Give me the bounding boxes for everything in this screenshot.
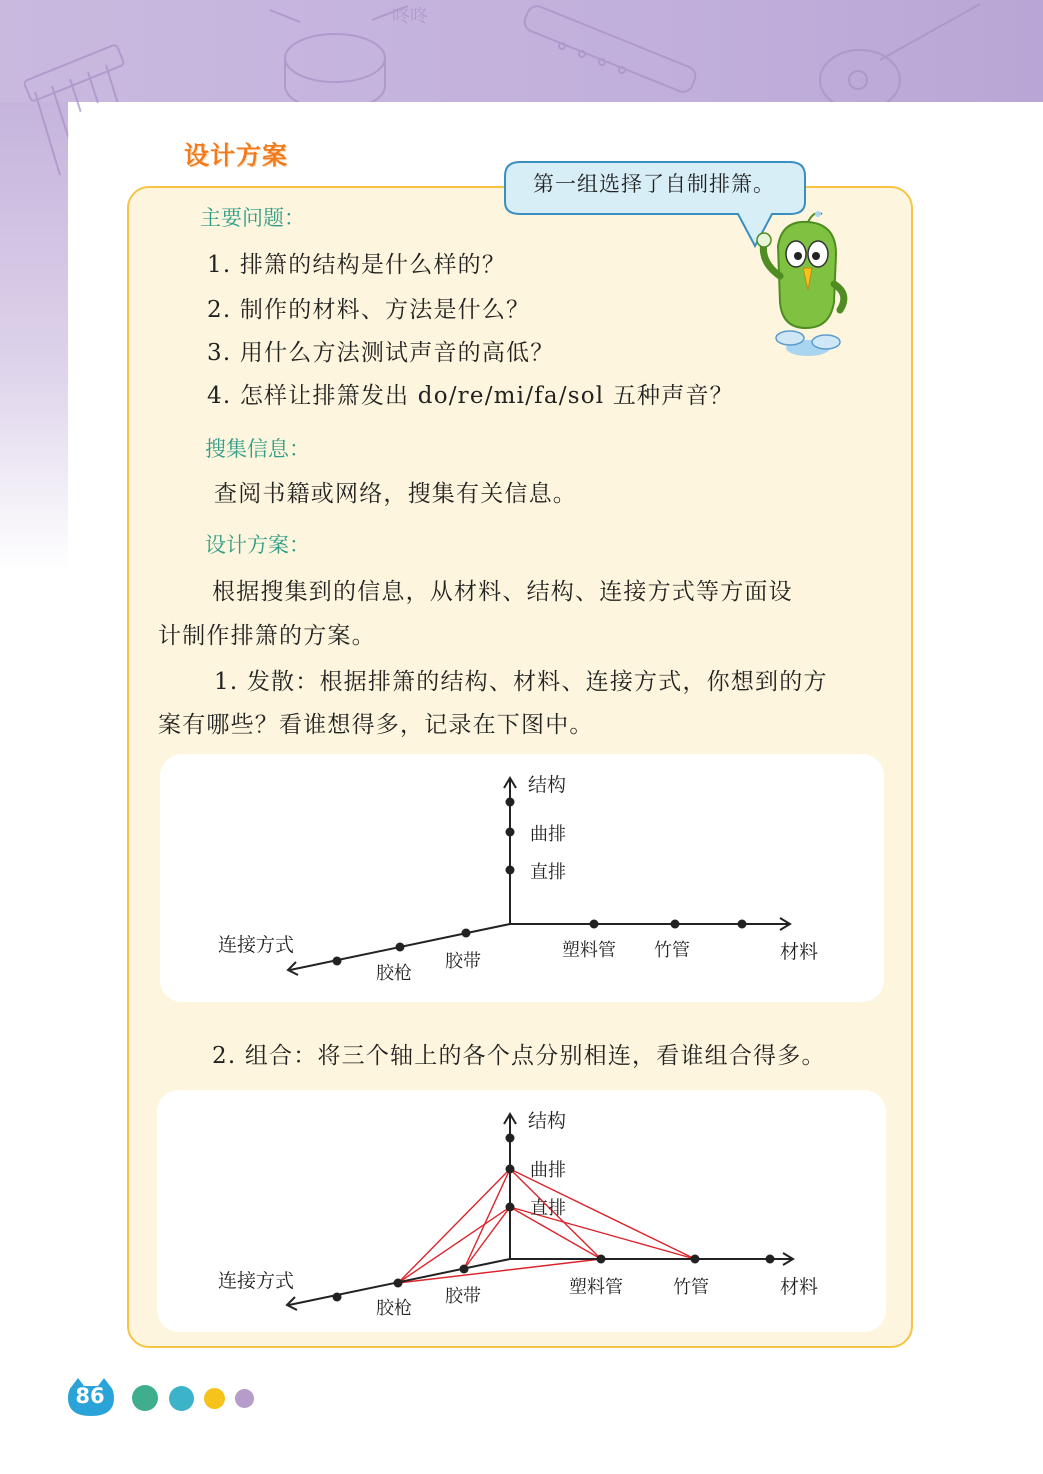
design-intro-line2: 计制作排箫的方案。 xyxy=(158,623,376,649)
connection-point-extra xyxy=(333,957,342,966)
structure-point-extra xyxy=(506,798,515,807)
material-axis-label: 材料 xyxy=(780,941,819,963)
question-4: 4. 怎样让排箫发出 do/re/mi/fa/sol 五种声音？ xyxy=(207,383,734,409)
material-point-extra xyxy=(766,1255,775,1264)
structure-point-zhipai xyxy=(506,866,515,875)
combination-links xyxy=(398,1169,695,1283)
material-point-extra xyxy=(738,920,747,929)
connection-label-gun: 胶枪 xyxy=(376,1298,412,1319)
question-2: 2. 制作的材料、方法是什么？ xyxy=(207,297,531,323)
structure-label-qupai: 曲排 xyxy=(530,1160,566,1181)
diagram-combination xyxy=(157,1090,886,1332)
collect-info-heading: 搜集信息： xyxy=(205,437,310,461)
decor-dot-green xyxy=(132,1385,158,1411)
link-qupai-tape xyxy=(464,1169,510,1269)
structure-axis-label: 结构 xyxy=(528,1110,567,1132)
step1-line2: 案有哪些？看谁想得多，记录在下图中。 xyxy=(158,712,594,738)
link-qupai-gun xyxy=(398,1169,510,1283)
material-label-bamboo: 竹管 xyxy=(654,940,690,961)
connection-label-tape: 胶带 xyxy=(445,1286,481,1307)
step2-text: 2. 组合：将三个轴上的各个点分别相连，看谁组合得多。 xyxy=(212,1043,826,1069)
material-label-plastic: 塑料管 xyxy=(569,1277,623,1298)
material-point-plastic xyxy=(590,920,599,929)
diagram-divergent-svg xyxy=(160,754,884,1002)
connection-label-tape: 胶带 xyxy=(445,951,481,972)
diagram-combination-svg xyxy=(157,1090,886,1332)
svg-text:咚咚: 咚咚 xyxy=(392,6,428,27)
material-label-plastic: 塑料管 xyxy=(562,940,616,961)
structure-point-extra xyxy=(506,1134,515,1143)
material-point-bamboo xyxy=(691,1255,700,1264)
flute-icon xyxy=(522,3,699,95)
speech-bubble-text: 第一组选择了自制排箫。 xyxy=(533,172,775,196)
design-intro-line1: 根据搜集到的信息，从材料、结构、连接方式等方面设 xyxy=(212,579,793,605)
connection-point-tape xyxy=(462,929,471,938)
design-heading: 设计方案： xyxy=(205,533,310,557)
structure-label-zhipai: 直排 xyxy=(530,1198,566,1219)
decor-dot-cyan xyxy=(169,1386,194,1411)
diagram-divergent xyxy=(160,754,884,1002)
structure-point-zhipai xyxy=(506,1203,515,1212)
structure-label-zhipai: 直排 xyxy=(530,862,566,883)
main-questions-heading: 主要问题： xyxy=(200,206,305,230)
connection-axis-label: 连接方式 xyxy=(218,934,295,956)
decor-dot-yellow xyxy=(204,1388,225,1409)
decor-dot-purple xyxy=(235,1389,254,1408)
collect-info-text: 查阅书籍或网络，搜集有关信息。 xyxy=(214,481,577,507)
connection-point-extra xyxy=(333,1293,342,1302)
guitar-icon xyxy=(820,4,980,110)
connection-point-tape xyxy=(460,1265,469,1274)
material-axis-label: 材料 xyxy=(780,1276,819,1298)
connection-point-gun xyxy=(394,1279,403,1288)
section-title: 设计方案 xyxy=(184,141,289,170)
structure-label-qupai: 曲排 xyxy=(530,824,566,845)
material-point-plastic xyxy=(597,1255,606,1264)
connection-label-gun: 胶枪 xyxy=(376,963,412,984)
structure-point-qupai xyxy=(506,1165,515,1174)
question-3: 3. 用什么方法测试声音的高低？ xyxy=(207,340,555,366)
drum-icon xyxy=(270,6,428,110)
material-label-bamboo: 竹管 xyxy=(673,1277,709,1298)
mascot-illustration xyxy=(748,206,858,366)
page-number: 86 xyxy=(75,1384,105,1408)
structure-axis-label: 结构 xyxy=(528,774,567,796)
material-point-bamboo xyxy=(671,920,680,929)
structure-point-qupai xyxy=(506,828,515,837)
connection-point-gun xyxy=(396,943,405,952)
connection-axis-label: 连接方式 xyxy=(218,1270,295,1292)
question-1: 1. 排箫的结构是什么样的？ xyxy=(207,252,507,278)
step1-line1: 1. 发散：根据排箫的结构、材料、连接方式，你想到的方 xyxy=(214,669,828,695)
